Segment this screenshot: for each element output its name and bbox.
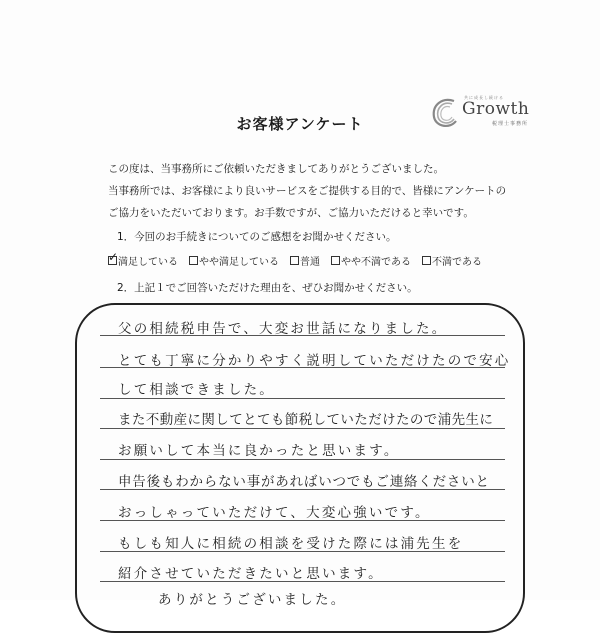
handwritten-line: お願いして本当に良かったと思います。: [118, 443, 400, 459]
handwritten-line: して相談できました。: [118, 382, 275, 398]
handwritten-line: また不動産に関してとても節税していただけたので浦先生に: [118, 412, 494, 428]
question-2: 2．上記１でご回答いただけた理由を、ぜひお聞かせください。: [117, 282, 418, 294]
logo-tagline: 共に成長し続ける: [464, 95, 504, 100]
handwritten-line: もしも知人に相続の相談を受けた際には浦先生を: [118, 536, 464, 552]
checkbox[interactable]: [331, 256, 340, 265]
option-somewhat-satisfied[interactable]: [189, 253, 279, 268]
handwritten-line: 父の相続税申告で、大変お世話になりました。: [118, 321, 448, 337]
option-label: やや満足している: [199, 257, 279, 268]
checkbox[interactable]: [422, 256, 431, 265]
option-neutral[interactable]: [290, 253, 320, 268]
option-label: 不満である: [432, 257, 482, 268]
intro-text: [108, 158, 548, 224]
checkbox[interactable]: [290, 256, 299, 265]
handwritten-line: 申告後もわからない事があればいつでもご連絡くださいと: [118, 474, 490, 490]
answer-rule: [100, 459, 505, 460]
handwritten-line: とても丁寧に分かりやすく説明していただけたので安心: [118, 353, 511, 369]
handwritten-line: ありがとうございました。: [158, 592, 347, 608]
handwritten-line: 紹介させていただきたいと思います。: [118, 566, 384, 582]
answer-rule: [100, 398, 505, 399]
handwritten-line: おっしゃっていただけて、大変心強いです。: [118, 505, 431, 521]
intro-line: この度は、当事務所にご依頼いただきましてありがとうございました。: [108, 163, 444, 175]
option-satisfied[interactable]: [108, 250, 178, 268]
page-title: お客様アンケート: [236, 115, 364, 133]
logo-name: Growth: [462, 99, 530, 119]
check-mark-icon: ✓: [108, 250, 119, 264]
option-label: やや不満である: [341, 257, 411, 268]
question-1: 1．今回のお手続きについてのご感想をお聞かせください。: [117, 231, 397, 243]
checkbox[interactable]: [189, 256, 198, 265]
intro-line: ご協力をいただいております。お手数ですが、ご協力いただけると幸いです。: [108, 207, 474, 219]
satisfaction-options: [108, 250, 482, 268]
answer-rule: [100, 428, 505, 429]
option-somewhat-dissatisfied[interactable]: [331, 253, 411, 268]
option-label: 普通: [300, 257, 320, 268]
logo-subtitle: 税理士事務所: [492, 121, 529, 127]
option-dissatisfied[interactable]: [422, 253, 482, 268]
intro-line: 当事務所では、お客様により良いサービスをご提供する目的で、皆様にアンケートの: [108, 185, 507, 197]
checkbox-checked[interactable]: [108, 250, 119, 265]
option-label: 満足している: [118, 257, 178, 268]
